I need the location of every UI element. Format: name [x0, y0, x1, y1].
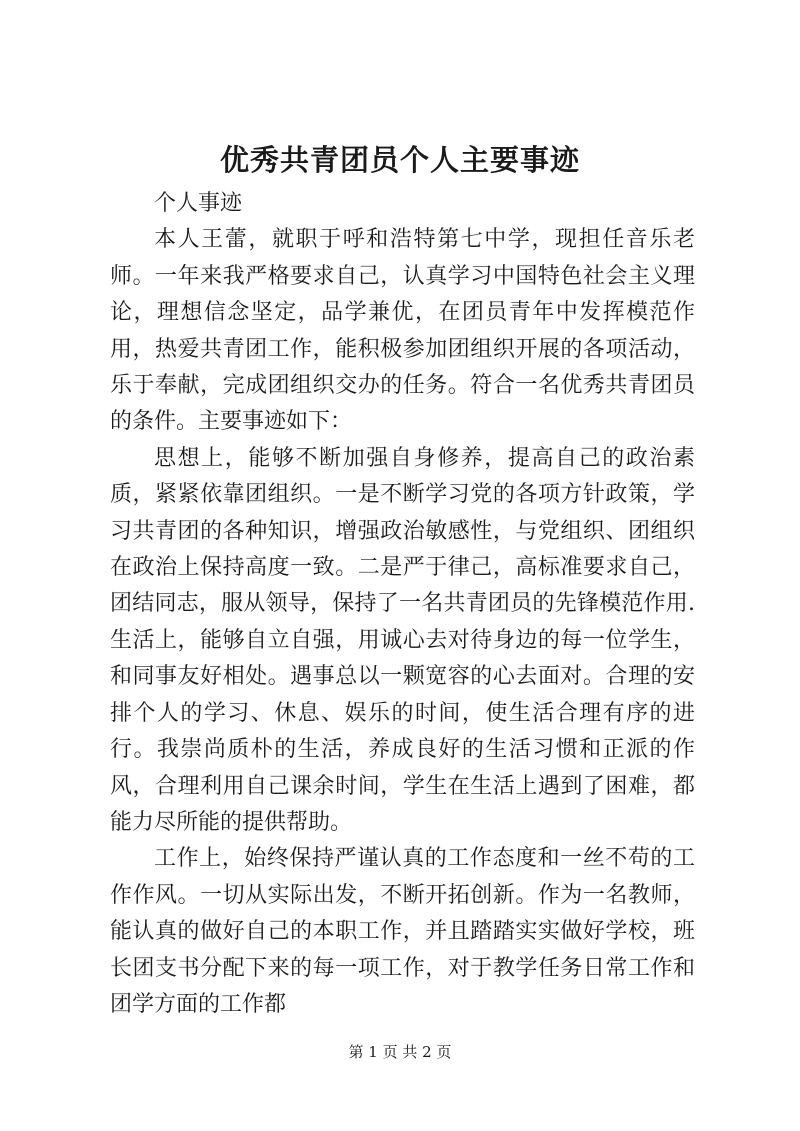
section-heading: 个人事迹 [154, 191, 243, 216]
document-title: 优秀共青团员个人主要事迹 [219, 143, 580, 177]
paragraph-thought: 思想上，能够不断加强自身修养，提高自己的政治素质，紧紧依靠团组织。一是不断学习党的各项方针政策，学习共青团的各种知识，增强政治敏感性，与党组织、团组织在政治上保持高度一致。二是严于律己，高标准要求自己，团结同志，服从领导，保持了一名共青团员的先锋模范作用.生活上，能够自立自强，用诚心去对待身边的每一位学生，和同事友好相处。遇事总以一颗宽容的心去面对。合理的安排个人的学习、休息、娱乐的时间，使生活合理有序的进行。我崇尚质朴的生活，养成良好的生活习惯和正派的作风，合理利用自己课余时间，学生在生活上遇到了困难，都能力尽所能的提供帮助。 [110, 445, 695, 835]
document-body [110, 186, 695, 1023]
paragraph-work: 工作上，始终保持严谨认真的工作态度和一丝不苟的工作作风。一切从实际出发，不断开拓创新。作为一名教师，能认真的做好自己的本职工作，并且踏踏实实做好学校，班长团支书分配下来的每一项工作，对于教学任务日常工作和团学方面的工作都 [110, 846, 695, 1017]
paragraph-intro: 本人王蕾，就职于呼和浩特第七中学，现担任音乐老师。一年来我严格要求自己，认真学习中国特色社会主义理论，理想信念坚定，品学兼优，在团员青年中发挥模范作用，热爱共青团工作，能积极参加团组织开展的各项活动，乐于奉献，完成团组织交办的任务。符合一名优秀共青团员的条件。主要事迹如下： [110, 227, 695, 435]
page-footer: 第 1 页 共 2 页 [348, 1043, 452, 1061]
